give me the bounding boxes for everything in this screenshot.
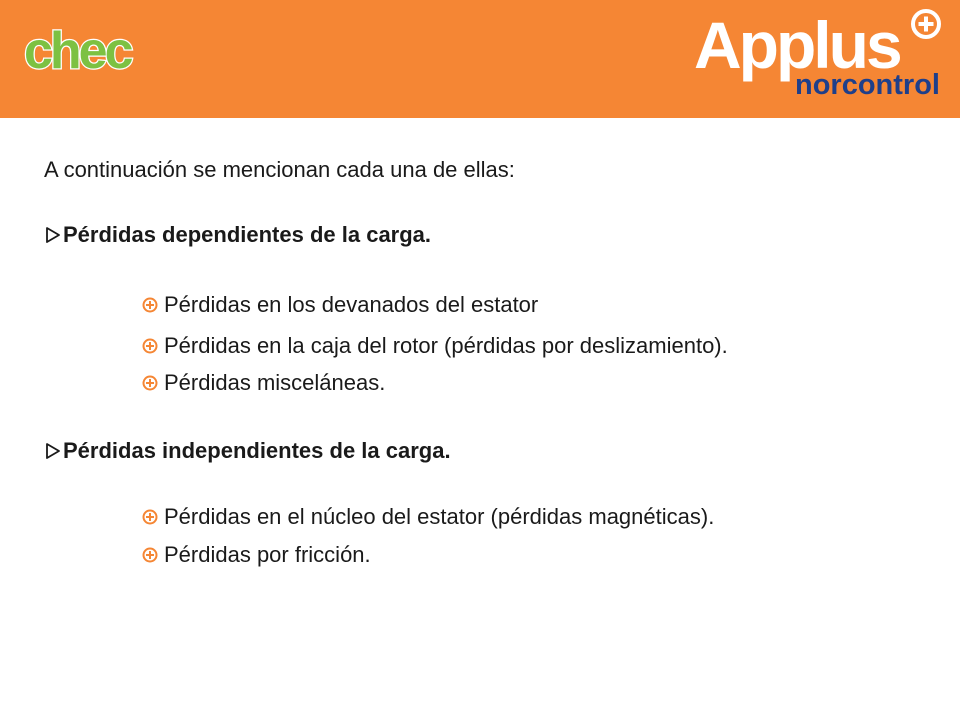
plus-circle-bullet-icon [142,509,158,525]
svg-text:chec: chec [24,22,131,80]
list-item-text: Pérdidas en el núcleo del estator (pérdidas magnéticas). [164,504,715,529]
plus-circle-bullet-icon [142,297,158,313]
list-item-text: Pérdidas en los devanados del estator [164,292,539,317]
arrow-bullet-icon [46,443,60,459]
list-item [142,333,728,359]
plus-circle-bullet-icon [142,547,158,563]
section-title-text: Pérdidas dependientes de la carga. [63,222,432,247]
plus-circle-bullet-icon [142,338,158,354]
svg-text:norcontrol: norcontrol [795,69,940,101]
list-item-text: Pérdidas por fricción. [164,542,371,567]
list-item [142,292,538,318]
list-item-text: Pérdidas misceláneas. [164,370,386,395]
section-title-dependent [46,222,431,248]
list-item [142,542,371,568]
svg-text:Applus: Applus [694,8,900,82]
list-item [142,370,385,396]
arrow-bullet-icon [46,227,60,243]
section-title-independent [46,438,451,464]
intro-text: A continuación se mencionan cada una de ellas: [44,157,515,182]
list-item [142,504,714,530]
plus-circle-bullet-icon [142,375,158,391]
list-item-text: Pérdidas en la caja del rotor (pérdidas por deslizamiento). [164,333,728,358]
section-title-text: Pérdidas independientes de la carga. [63,438,451,463]
